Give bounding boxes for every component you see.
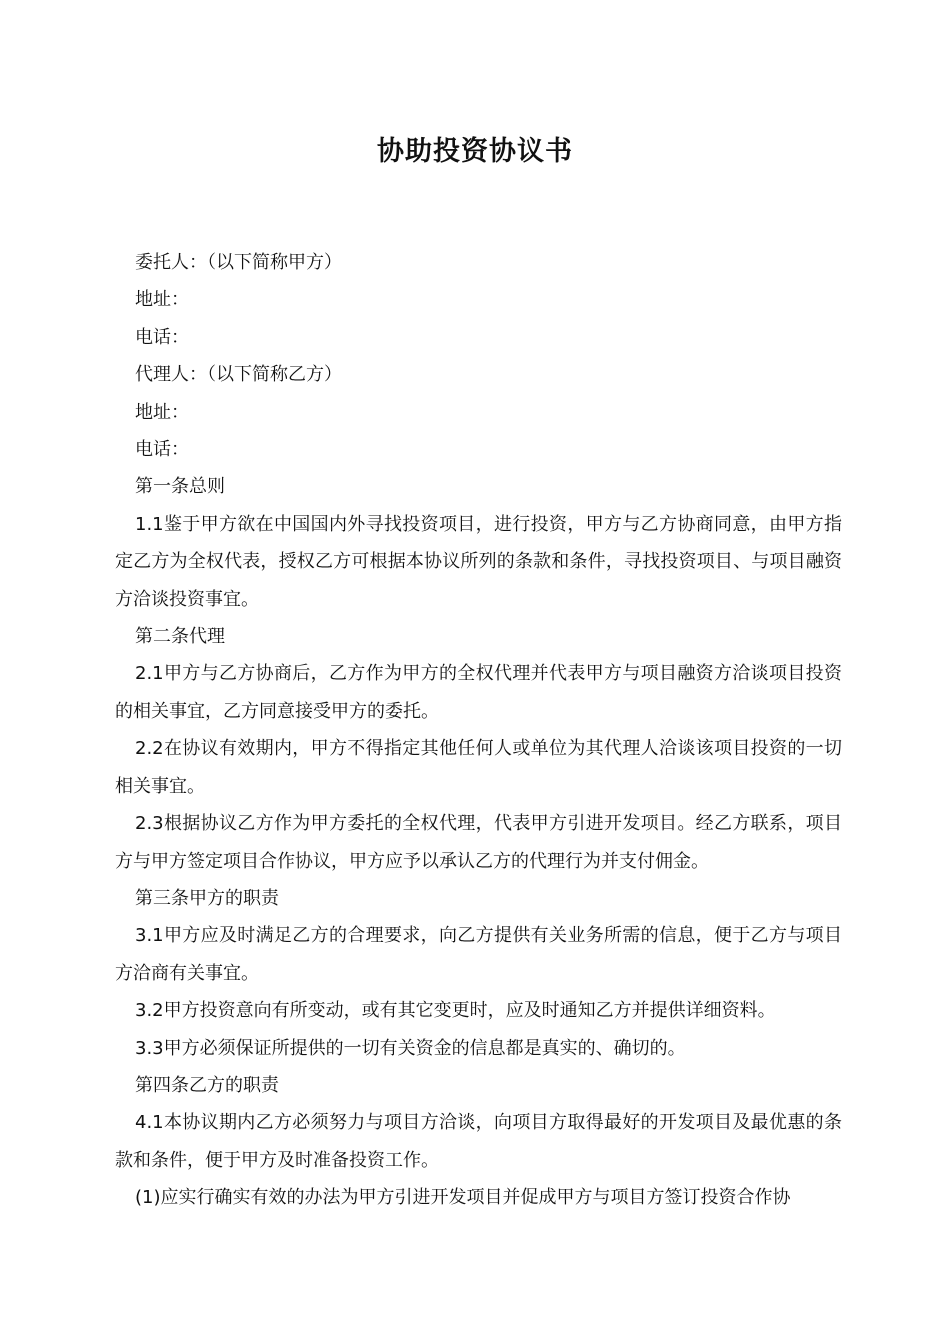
- agent-phone-line: 电话：: [135, 439, 189, 461]
- clause-2-3: 2.3根据协议乙方作为甲方委托的全权代理，代表甲方引进开发项目。经乙方联系，项目方与甲方签定项目合作协议，甲方应予以承认乙方的代理行为并支付佣金。: [115, 813, 842, 872]
- clause-2-2: 2.2在协议有效期内，甲方不得指定其他任何人或单位为其代理人洽谈该项目投资的一切相关事宜。: [115, 738, 842, 797]
- agent-line: 代理人：（以下简称乙方）: [135, 364, 342, 386]
- principal-address-line: 地址：: [135, 289, 189, 311]
- article-3-heading: 第三条甲方的职责: [135, 887, 279, 909]
- principal-phone-line: 电话：: [135, 326, 189, 348]
- clause-4-1: 4.1本协议期内乙方必须努力与项目方洽谈，向项目方取得最好的开发项目及最优惠的条款和条件，便于甲方及时准备投资工作。: [115, 1112, 842, 1171]
- article-2-heading: 第二条代理: [135, 626, 225, 648]
- principal-line: 委托人：（以下简称甲方）: [135, 252, 342, 273]
- clause-3-3: 3.3甲方必须保证所提供的一切有关资金的信息都是真实的、确切的。: [135, 1037, 686, 1059]
- clause-1-1: 1.1鉴于甲方欲在中国国内外寻找投资项目，进行投资，甲方与乙方协商同意，由甲方指定乙方为全权代表，授权乙方可根据本协议所列的条款和条件，寻找投资项目、与项目融资方洽谈投资事宜。: [115, 513, 842, 610]
- document-title: 协助投资协议书: [377, 136, 573, 167]
- clause-4-1-item-1: (1)应实行确实有效的办法为甲方引进开发项目并促成甲方与项目方签订投资合作协: [135, 1187, 791, 1209]
- clause-3-2: 3.2甲方投资意向有所变动，或有其它变更时，应及时通知乙方并提供详细资料。: [135, 1000, 776, 1022]
- clause-2-1: 2.1甲方与乙方协商后，乙方作为甲方的全权代理并代表甲方与项目融资方洽谈项目投资的相关事宜，乙方同意接受甲方的委托。: [115, 663, 842, 722]
- article-4-heading: 第四条乙方的职责: [135, 1074, 279, 1096]
- agent-address-line: 地址：: [135, 401, 189, 423]
- article-1-heading: 第一条总则: [135, 476, 225, 498]
- document-body: [115, 244, 842, 1217]
- clause-3-1: 3.1甲方应及时满足乙方的合理要求，向乙方提供有关业务所需的信息，便于乙方与项目方洽商有关事宜。: [115, 925, 842, 984]
